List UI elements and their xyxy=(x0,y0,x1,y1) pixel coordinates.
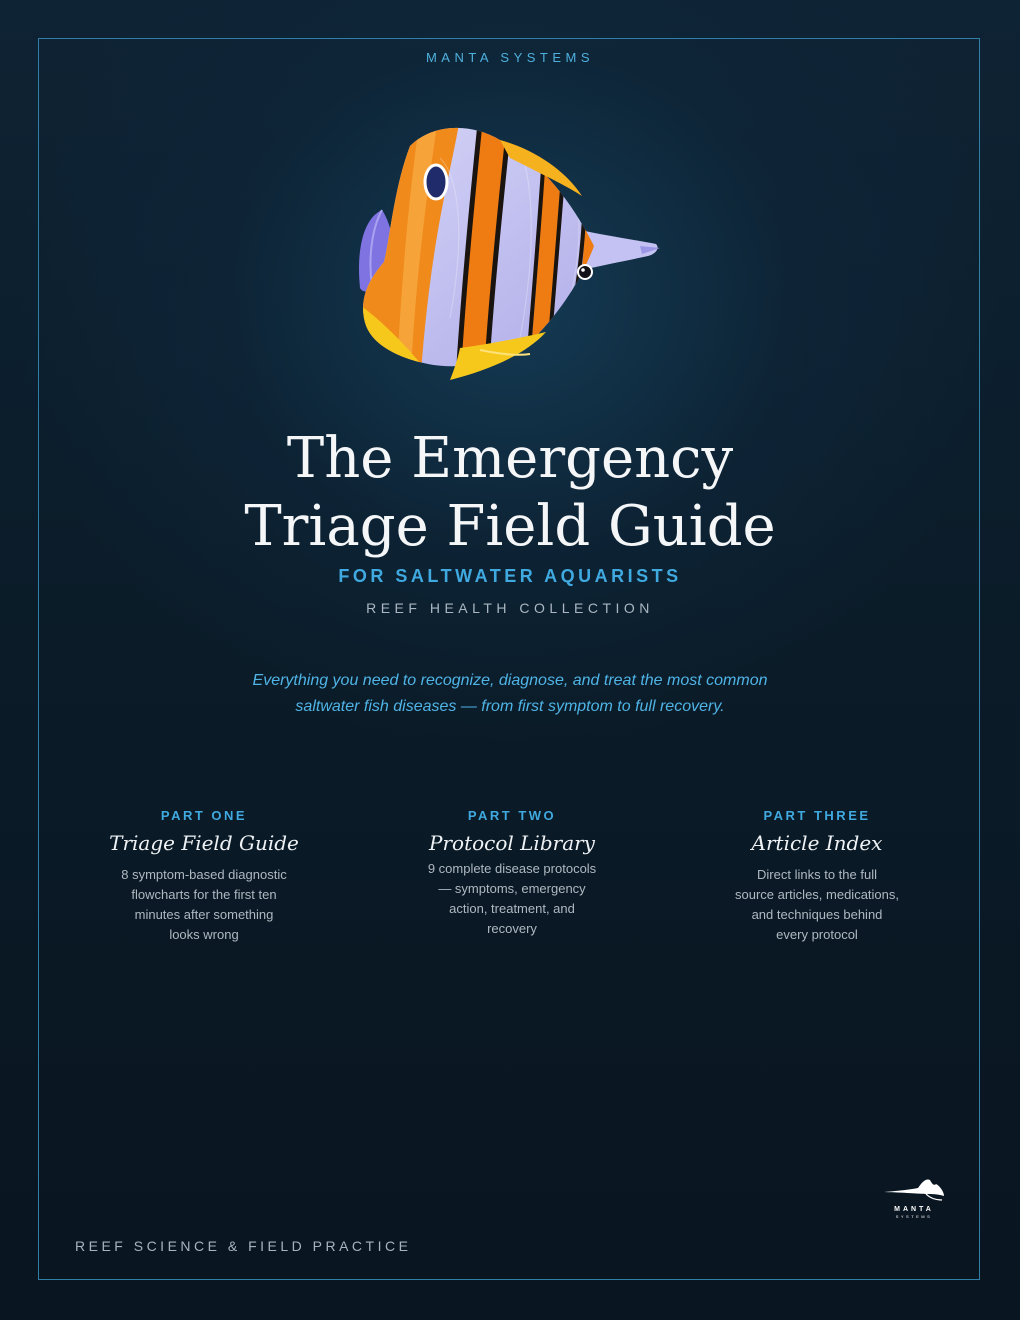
footer-tagline: REEF SCIENCE & FIELD PRACTICE xyxy=(75,1238,412,1254)
tagline-line-2: saltwater fish diseases — from first symptom to full recovery. xyxy=(295,698,725,715)
part-desc-line: 9 complete disease protocols xyxy=(427,861,597,876)
title-line-2: Triage Field Guide xyxy=(244,494,776,559)
part-desc-line: flowcharts for the first ten xyxy=(131,887,277,902)
part-desc-line: looks wrong xyxy=(169,927,239,942)
tagline-line-1: Everything you need to recognize, diagnose, and treat the most common xyxy=(252,672,768,689)
part-desc-line: — symptoms, emergency xyxy=(438,881,586,896)
part-desc-line: 8 symptom-based diagnostic xyxy=(121,867,287,882)
part-desc-line: and techniques behind xyxy=(751,907,883,922)
part-two-section xyxy=(412,808,612,939)
document-subtitle: FOR SALTWATER AQUARISTS xyxy=(338,566,682,586)
tagline xyxy=(230,668,790,720)
part-desc-line: action, treatment, and xyxy=(449,901,575,916)
logo-subword: SYSTEMS xyxy=(895,1214,933,1219)
part-description xyxy=(717,865,917,945)
brand-header: MANTA SYSTEMS xyxy=(425,50,595,65)
manta-logo xyxy=(876,1176,952,1228)
collection-label: REEF HEALTH COLLECTION xyxy=(366,600,654,616)
part-title: Triage Field Guide xyxy=(109,831,299,855)
part-desc-line: minutes after something xyxy=(134,907,274,922)
title-line-1: The Emergency xyxy=(286,426,734,491)
part-desc-line: Direct links to the full xyxy=(757,867,877,882)
part-desc-line: recovery xyxy=(487,921,537,936)
part-three-section xyxy=(717,808,917,945)
butterflyfish-illustration xyxy=(350,118,670,388)
part-label: PART THREE xyxy=(763,808,871,823)
part-one-section xyxy=(104,808,304,945)
part-title: Protocol Library xyxy=(429,831,595,855)
part-description xyxy=(412,859,612,939)
document-title xyxy=(0,425,1020,561)
part-label: PART TWO xyxy=(467,808,557,823)
part-desc-line: every protocol xyxy=(776,927,858,942)
manta-ray-icon xyxy=(882,1176,946,1204)
part-desc-line: source articles, medications, xyxy=(734,887,899,902)
part-label: PART ONE xyxy=(160,808,248,823)
part-description xyxy=(104,865,304,945)
logo-wordmark: MANTA xyxy=(894,1206,934,1213)
part-title: Article Index xyxy=(751,831,883,855)
